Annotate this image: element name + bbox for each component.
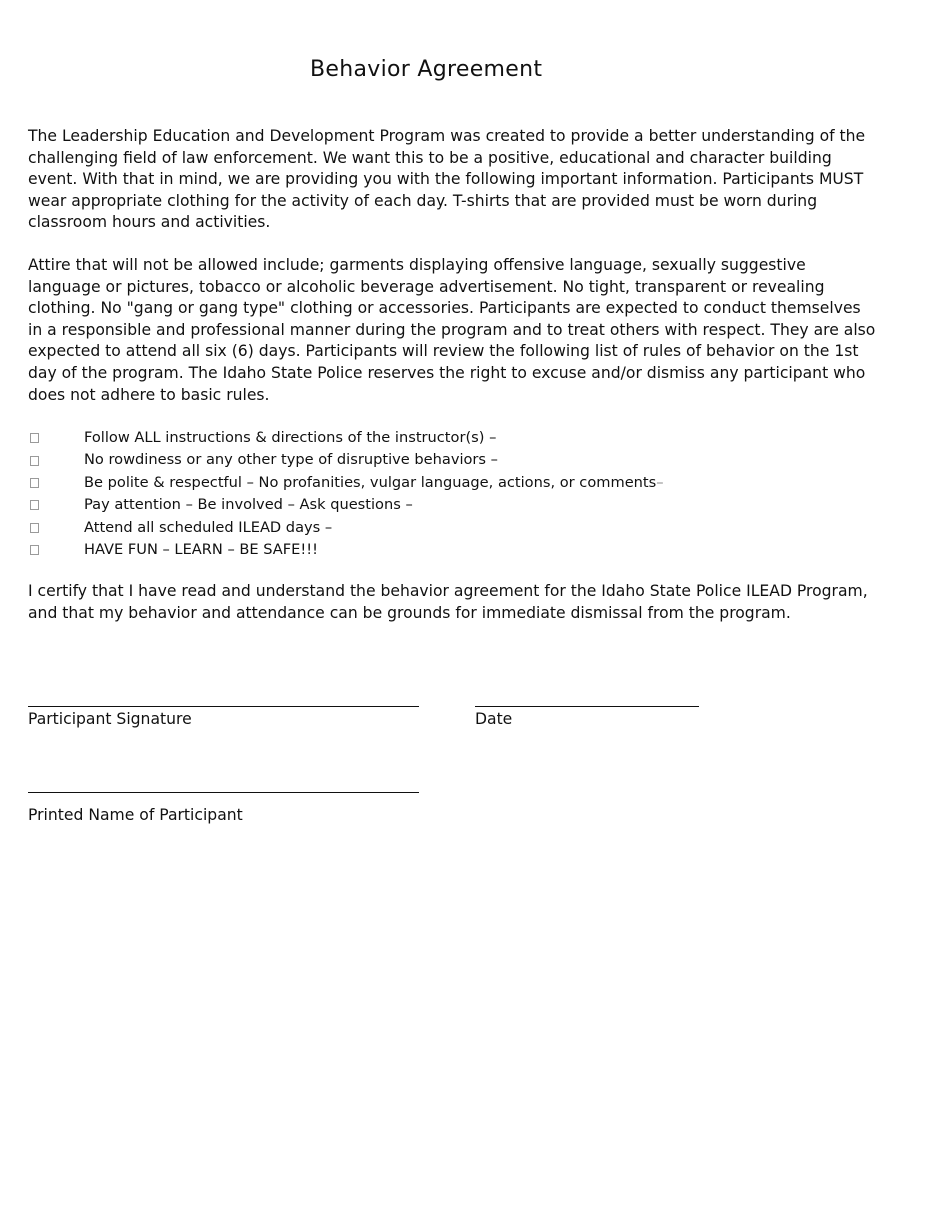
rule-trailing-dash: – — [656, 473, 664, 491]
date-label: Date — [475, 710, 513, 728]
date-line[interactable] — [475, 706, 699, 707]
rule-item — [28, 494, 664, 516]
participant-signature-line[interactable] — [28, 706, 419, 707]
rule-item — [28, 539, 664, 561]
rule-item — [28, 472, 664, 494]
rule-text: No rowdiness or any other type of disruptive behaviors – — [84, 451, 498, 469]
checkbox-icon — [30, 433, 39, 443]
checkbox-icon — [30, 545, 39, 555]
checkbox-icon — [30, 500, 39, 510]
checkbox-icon — [30, 478, 39, 488]
intro-paragraph: The Leadership Education and Development Program was created to provide a better understanding of the challenging field of law enforcement. We want this to be a positive, educational and character building event. With that in mind, we are providing you with the following important information. Participants MUST wear appropriate clothing for the activity of each day. T-shirts that are provided must be worn during classroom hours and activities. — [28, 127, 866, 232]
rules-list — [28, 427, 664, 561]
rule-item — [28, 427, 664, 449]
printed-name-label: Printed Name of Participant — [28, 806, 243, 824]
printed-name-line[interactable] — [28, 792, 419, 793]
document-title: Behavior Agreement — [310, 57, 543, 82]
rule-item — [28, 517, 664, 539]
checkbox-icon — [30, 456, 39, 466]
rule-item — [28, 449, 664, 471]
rule-text: HAVE FUN – LEARN – BE SAFE!!! — [84, 540, 318, 558]
rule-text: Follow ALL instructions & directions of the instructor(s) – — [84, 429, 497, 446]
certification-statement: I certify that I have read and understand the behavior agreement for the Idaho State Police ILEAD Program, and that my behavior and attendance can be grounds for immediate dismissal from the program. — [28, 582, 868, 622]
participant-signature-label: Participant Signature — [28, 710, 192, 728]
attire-paragraph: Attire that will not be allowed include; garments displaying offensive language, sexually suggestive language or pictures, tobacco or alcoholic beverage advertisement. No tight, transparent or revealing clothing. No "gang or gang type" clothing or accessories. Participants are expected to conduct themselves in a responsible and professional manner during the program and to treat others with respect. They are also expected to attend all six (6) days. Participants will review the following list of rules of behavior on the 1st day of the program. The Idaho State Police reserves the right to excuse and/or dismiss any participant who does not adhere to basic rules. — [28, 256, 876, 404]
rule-text: Be polite & respectful – No profanities, vulgar language, actions, or comments — [84, 473, 657, 491]
checkbox-icon — [30, 523, 39, 533]
rule-text: Attend all scheduled ILEAD days – — [84, 518, 333, 536]
rule-text: Pay attention – Be involved – Ask questions – — [84, 496, 413, 514]
